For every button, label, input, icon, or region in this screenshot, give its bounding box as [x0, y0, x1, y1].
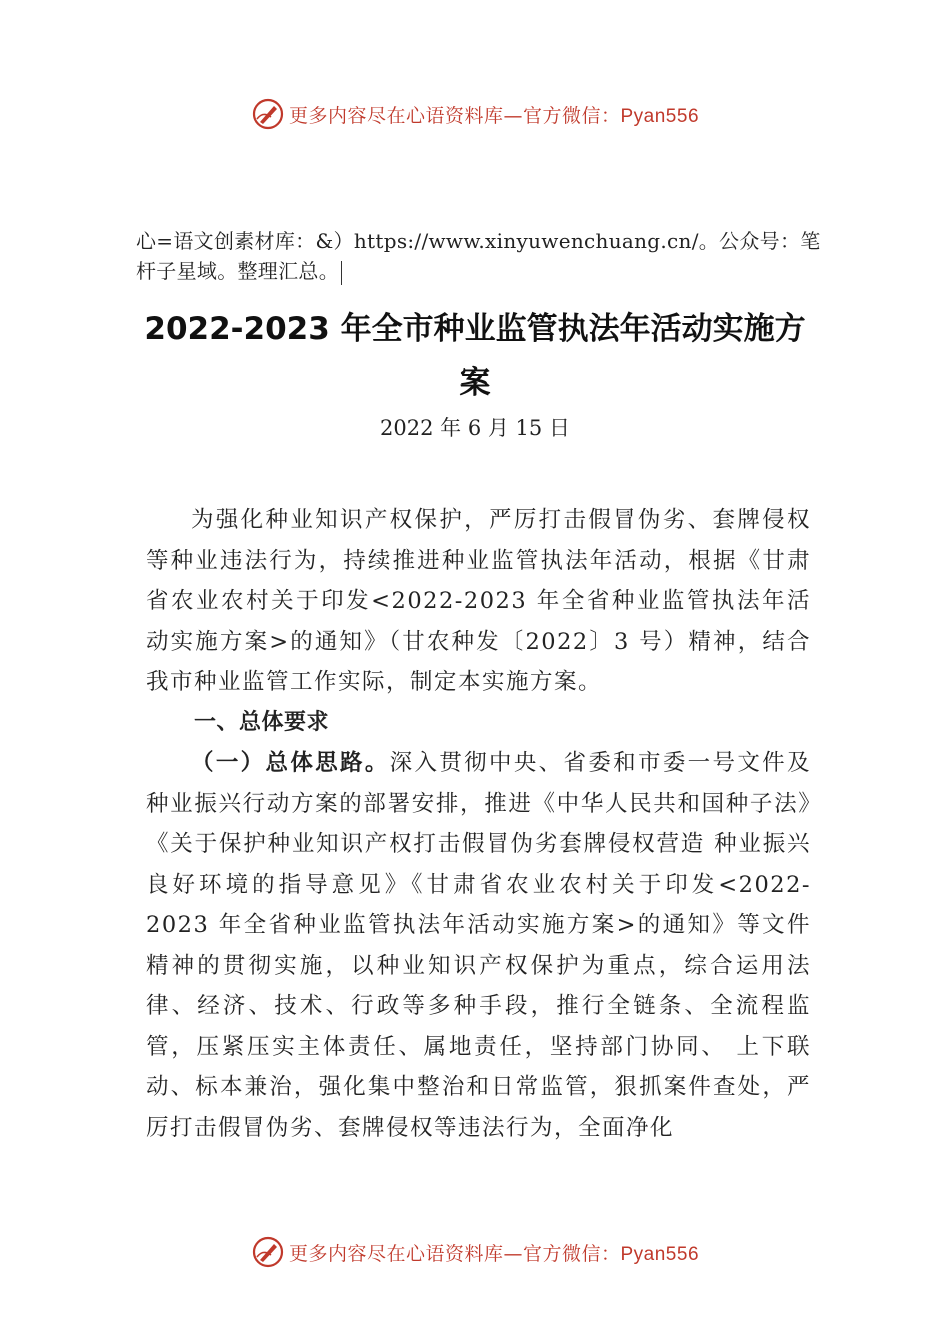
sub-section-text: 深入贯彻中央、省委和市委一号文件及种业振兴行动方案的部署安排，推进《中华人民共和国种子法》《关于保护种业知识产权打击假冒伪劣套牌侵权营造 种业振兴良好环境的指导意见》《甘肃省农业农村关于印发<2022-2023 年全省种业监管执法年活动实施方案>的通知》等文件精神的贯彻实施，以种业知识产权保护为重点，综合运用法律、经济、技术、行政等多种手段，推行全链条、全流程监管，压紧压实主体责任、属地责任，坚持部门协同、 上下联动、标本兼治，强化集中整治和日常监管，狠抓案件查处，严厉打击假冒伪劣、套牌侵权等违法行为，全面净化 — [146, 750, 811, 1141]
watermark-text: 更多内容尽在心语资料库—官方微信：Pyan556 — [288, 104, 700, 127]
sub-section-paragraph — [146, 743, 811, 1148]
watermark-top — [0, 94, 950, 134]
document-date: 2022 年 6 月 15 日 — [380, 416, 570, 440]
intro-paragraph: 为强化种业知识产权保护，严厉打击假冒伪劣、套牌侵权等种业违法行为，持续推进种业监管执法年活动，根据《甘肃省农业农村关于印发<2022-2023 年全省种业监管执法年活动实施方案>的通知》（甘农种发〔2022〕3 号）精神，结合我市种业监管工作实际，制定本实施方案。 — [146, 507, 811, 695]
document-body — [146, 500, 811, 1148]
watermark-text: 更多内容尽在心语资料库—官方微信：Pyan556 — [288, 1242, 700, 1265]
pen-logo-icon — [251, 1235, 285, 1269]
sub-section-lead: （一）总体思路。 — [191, 750, 390, 776]
pen-logo-icon — [251, 97, 285, 131]
watermark-bottom — [0, 1232, 950, 1272]
header-note: 心=语文创素材库：&）https://www.xinyuwenchuang.cn/。公众号：笔杆子星域。整理汇总。 — [136, 229, 821, 283]
section-heading: 一、总体要求 — [194, 709, 330, 735]
document-title: 2022-2023 年全市种业监管执法年活动实施方案 — [144, 311, 806, 401]
